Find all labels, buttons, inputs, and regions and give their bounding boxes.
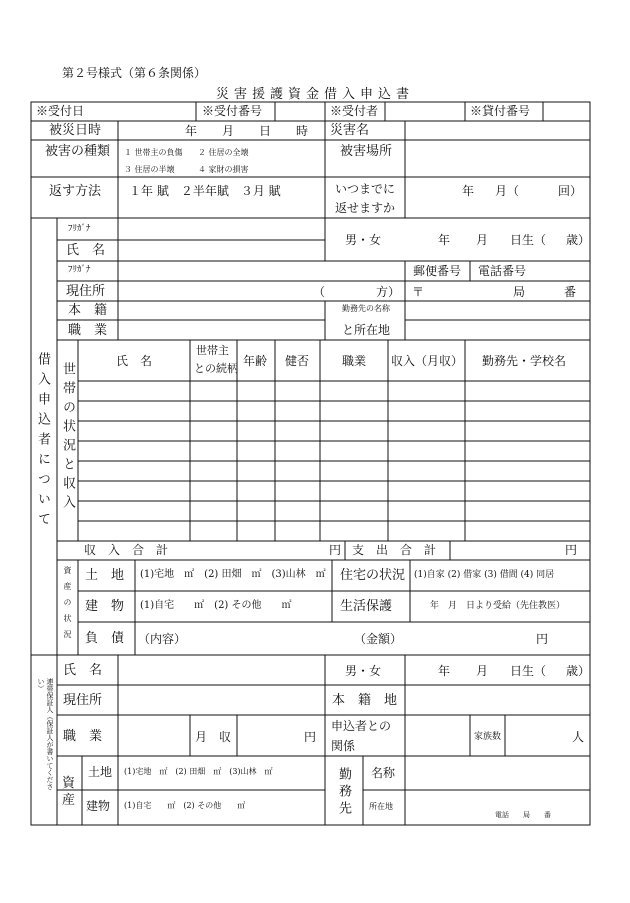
repay-until-times: 回） (558, 184, 583, 198)
expense-total-label: 支 出 合 計 (352, 543, 437, 557)
guarantor-monthly-income-label: 月 収 (195, 730, 232, 744)
hh-header-income: 収入（月収） (391, 354, 464, 368)
address-paren-open: （ (313, 285, 326, 299)
guarantor-work-name-label: 名称 (371, 766, 396, 780)
welfare-text: 年 月 日より受給（先住教医） (430, 601, 566, 611)
damage-option-2[interactable]: ２ 住居の全壊 (198, 148, 249, 157)
guarantor-birth-month: 月 (476, 664, 489, 678)
domicile-label: 本 籍 (68, 303, 108, 318)
debt-label: 負 債 (85, 631, 125, 646)
damage-option-3[interactable]: ３ 住居の半壊 (124, 165, 175, 174)
housing-options[interactable]: (1)自家 (2) 借家 (3) 借間 (4) 同居 (414, 570, 555, 580)
unit-month: 月 (222, 124, 235, 138)
asset-building-options[interactable]: (1)自宅 ㎡ (2) その他 ㎡ (140, 600, 292, 611)
income-total-unit: 円 (329, 543, 342, 557)
form-title: 災害援護資金借入申込書 (215, 87, 414, 102)
phone-office: 局 (513, 285, 526, 299)
postal-label: 郵便番号 (413, 264, 462, 278)
workplace-label-1: 勤務先の名称 (342, 304, 390, 313)
form-number: 第２号様式（第６条関係） (62, 66, 207, 80)
disaster-datetime-label: 被災日時 (49, 123, 102, 138)
expense-total-unit: 円 (565, 543, 578, 557)
guarantor-assets-label: 資産 (62, 776, 76, 808)
furigana-label: ﾌﾘｶﾞﾅ (68, 224, 91, 234)
unit-hour: 時 (296, 124, 309, 138)
damage-place-label: 被害場所 (340, 144, 393, 159)
workplace-label-2: と所在地 (342, 323, 391, 337)
birth-year: 年 (438, 233, 451, 247)
guarantor-income-yen: 円 (304, 730, 317, 744)
birth-day: 日生（ (510, 233, 547, 247)
loan-no-label: ※貸付番号 (470, 104, 531, 118)
guarantor-phone-text: 電話 局 番 (495, 811, 551, 819)
applicant-sex[interactable]: 男・女 (345, 233, 382, 247)
hh-header-age: 年齢 (243, 354, 268, 368)
received-date-label: ※受付日 (36, 104, 85, 118)
guarantor-birth-day: 日生（ (510, 664, 547, 678)
unit-year: 年 (185, 124, 198, 138)
asset-land-options[interactable]: (1)宅地 ㎡ (2) 田畑 ㎡ (3)山林 ㎡ (140, 569, 326, 580)
unit-day: 日 (259, 124, 272, 138)
guarantor-land-options[interactable]: (1)宅地 ㎡ (2) 田畑 ㎡ (3)山林 ㎡ (124, 767, 273, 776)
assets-vertical-label: 資産の状況 (63, 566, 72, 646)
guarantor-relation-2: 関係 (331, 739, 356, 753)
guarantor-address-label: 現住所 (63, 693, 103, 708)
repay-until-month: 月（ (495, 184, 520, 198)
hh-header-job: 職業 (342, 354, 367, 368)
debt-amount: （金額） (354, 632, 403, 646)
welfare-label: 生活保護 (340, 599, 393, 614)
guarantor-family-count-label: 家族数 (474, 732, 502, 742)
postal-mark: 〒 (412, 285, 425, 299)
receiver-label: ※受付者 (330, 104, 379, 118)
repay-until-year: 年 (462, 184, 475, 198)
repay-until-label-1: いつまでに (335, 182, 396, 196)
repay-methods[interactable]: １年 賦 ２半年賦 ３月 賦 (129, 184, 281, 198)
address-paren-close: 方） (376, 285, 401, 299)
disaster-name-label: 災害名 (330, 123, 370, 138)
damage-option-1[interactable]: １ 世帯主の負傷 (124, 148, 183, 157)
hh-header-relation-2: との続柄 (194, 362, 238, 375)
guarantor-land-label: 土地 (88, 765, 113, 779)
guarantor-occupation-label: 職 業 (63, 729, 103, 744)
applicant-vertical-label: 借入申込者について (35, 352, 50, 532)
guarantor-work-location-label: 所在地 (369, 802, 393, 811)
repay-method-label: 返す方法 (49, 184, 102, 199)
guarantor-vertical-label: 連帯保証人（保証人が書いてください） (37, 678, 54, 790)
phone-number-suffix: 番 (564, 285, 577, 299)
asset-land-label: 土 地 (85, 568, 125, 583)
hh-header-work-school: 勤務先・学校名 (482, 354, 567, 368)
income-total-label: 収 入 合 計 (84, 543, 169, 557)
damage-type-label: 被害の種類 (45, 144, 111, 159)
household-vertical-label: 世帯の状況と収入 (60, 362, 75, 514)
damage-option-4[interactable]: ４ 家財の損害 (198, 165, 249, 174)
hh-header-health: 健否 (285, 354, 310, 368)
asset-building-label: 建 物 (85, 599, 125, 614)
repay-until-label-2: 返せますか (335, 201, 396, 215)
applicant-name-label: 氏 名 (66, 243, 106, 258)
housing-label: 住宅の状況 (340, 568, 406, 583)
debt-unit: 円 (536, 632, 549, 646)
guarantor-birth-age: 歳） (566, 664, 591, 678)
debt-content: （内容） (138, 632, 187, 646)
guarantor-birth-year: 年 (438, 664, 451, 678)
guarantor-sex[interactable]: 男・女 (345, 664, 382, 678)
address-label: 現住所 (66, 284, 106, 299)
guarantor-building-options[interactable]: (1)自宅 ㎡ (2) その他 ㎡ (124, 801, 246, 810)
guarantor-name-label: 氏 名 (63, 663, 103, 678)
birth-month: 月 (476, 233, 489, 247)
occupation-label: 職 業 (68, 323, 108, 338)
hh-header-relation-1: 世帯主 (196, 344, 229, 357)
receipt-no-label: ※受付番号 (202, 104, 263, 118)
guarantor-domicile-label: 本 籍 地 (332, 693, 398, 708)
guarantor-work-label: 勤務先 (336, 767, 351, 818)
hh-header-name: 氏 名 (116, 354, 153, 368)
guarantor-persons-unit: 人 (572, 730, 585, 744)
birth-age: 歳） (566, 233, 591, 247)
phone-label: 電話番号 (478, 264, 527, 278)
guarantor-relation-1: 申込者との (331, 719, 392, 733)
guarantor-building-label: 建物 (86, 799, 111, 813)
furigana-2-label: ﾌﾘｶﾞﾅ (68, 265, 91, 275)
